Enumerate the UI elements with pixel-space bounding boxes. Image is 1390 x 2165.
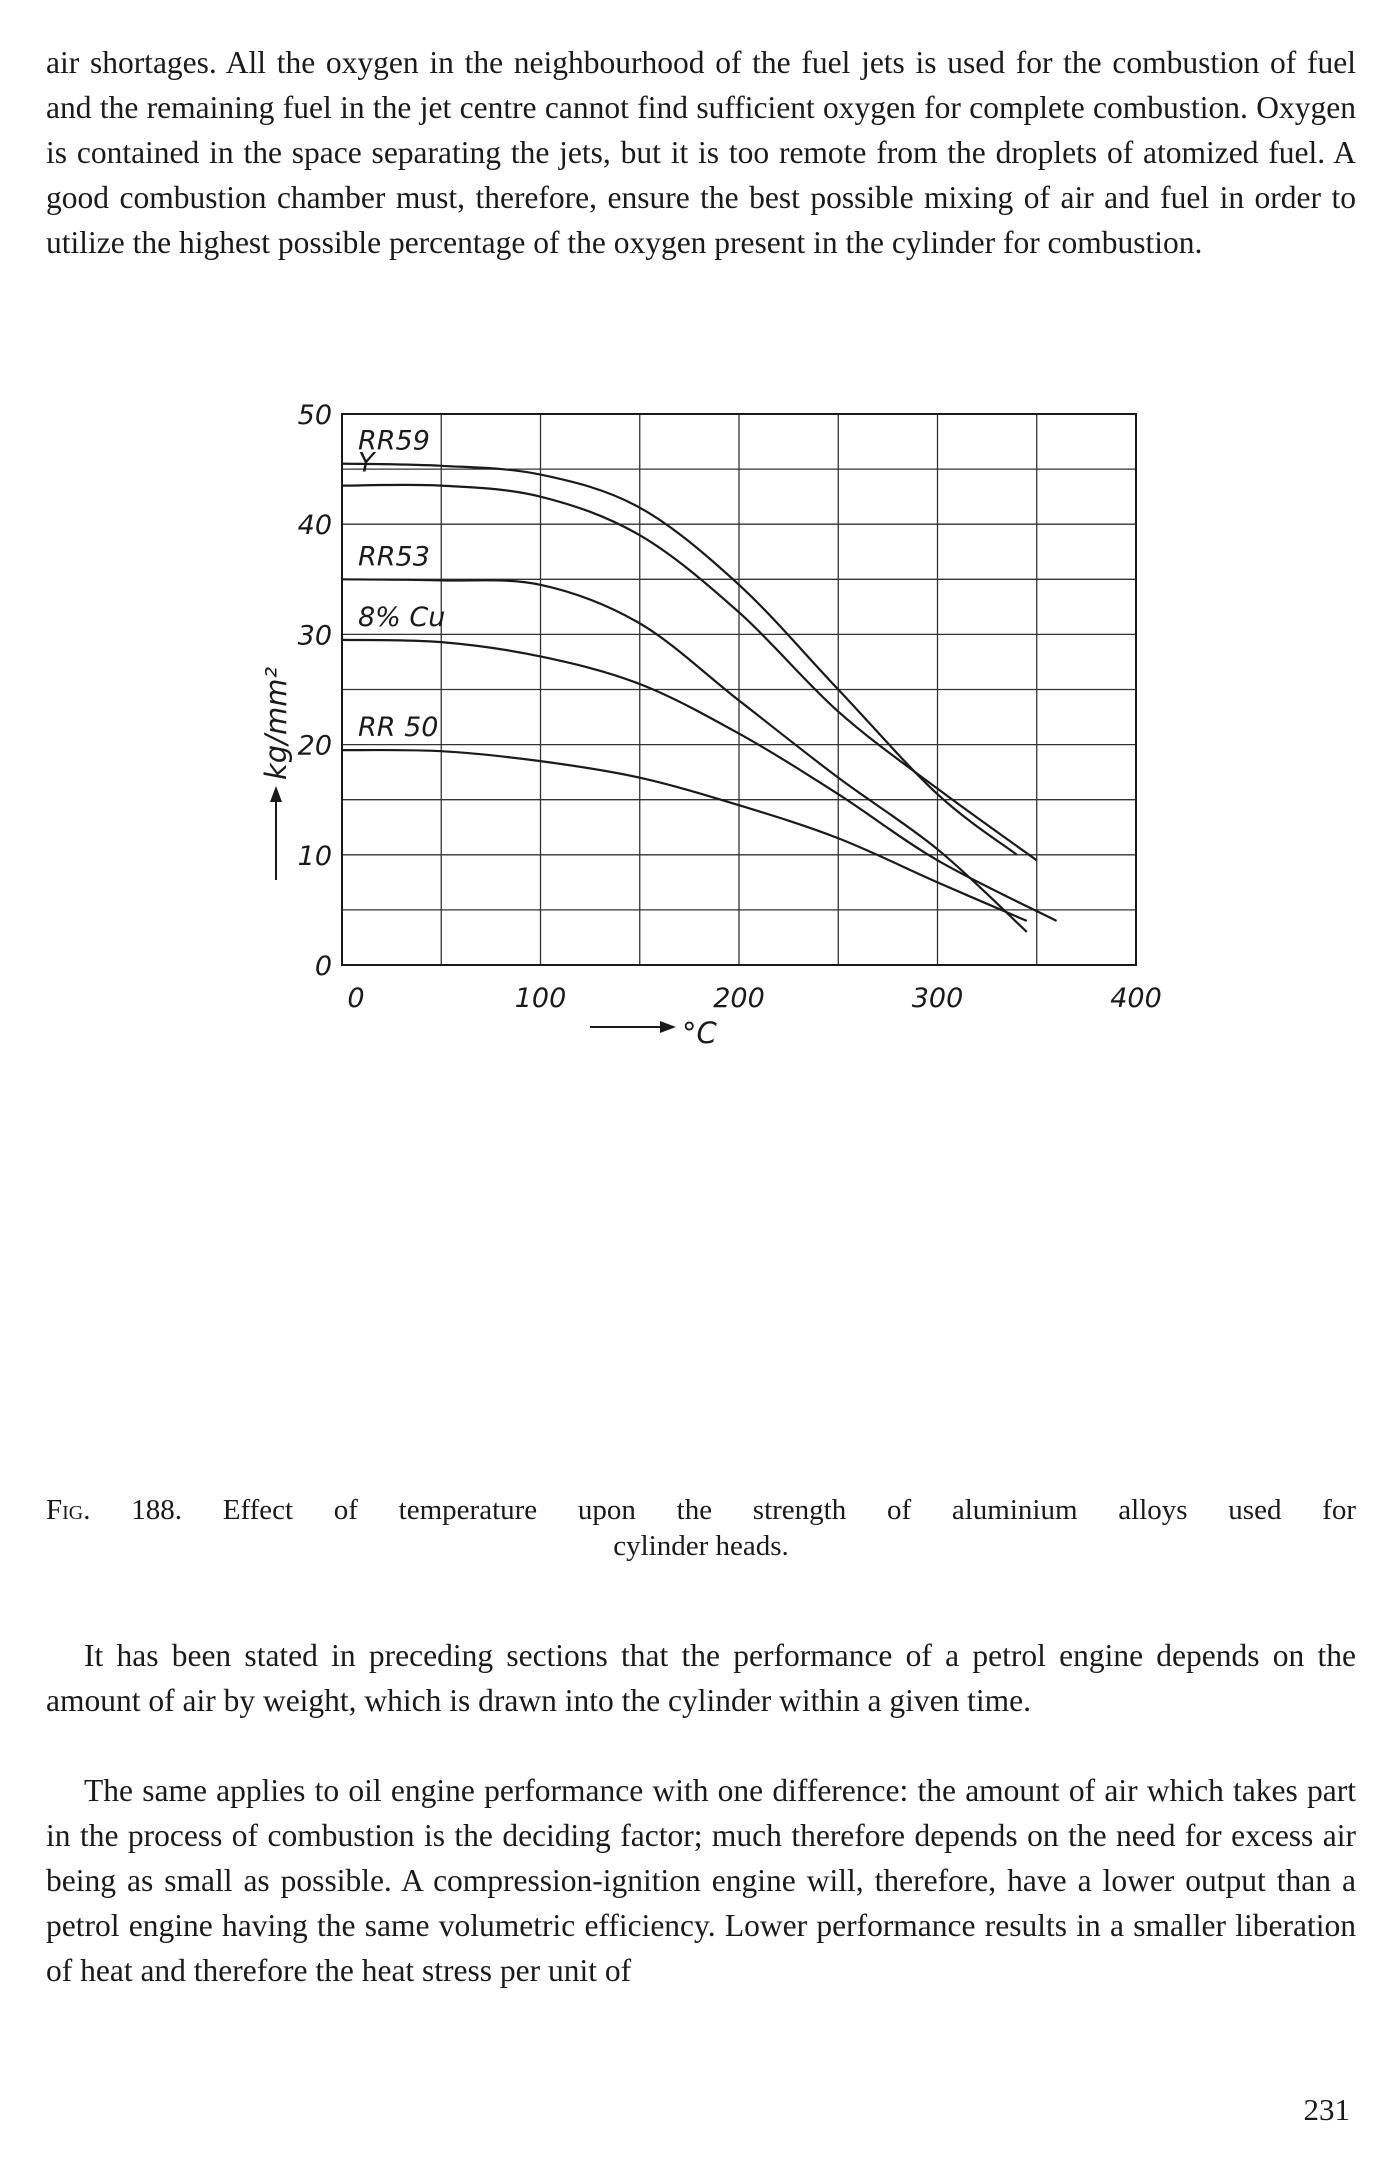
- series-label: 8% Cu: [358, 601, 446, 633]
- y-tick-label: 40: [297, 510, 332, 542]
- y-tick-label: 0: [314, 951, 332, 982]
- figure-label: Fig. 188.: [46, 1494, 182, 1526]
- chart-series: [342, 464, 1057, 932]
- series-line-8-cu: [342, 640, 1057, 921]
- x-axis-label: °C: [682, 1016, 717, 1050]
- strength-temperature-chart: [0, 390, 1390, 1090]
- intro-paragraph: air shortages. All the oxygen in the neighbourhood of the fuel jets is used for the combustion of fuel and the remaining fuel in the jet centre cannot find sufficient oxygen for complete combustion. Oxygen is contained in the space separating the jets, but it is too remote from the droplets of atomized fuel. A good combustion chamber must, therefore, ensure the best possible mixing of air and fuel in order to utilize the highest possible percentage of the oxygen present in the cylinder for combustion.: [46, 45, 1356, 260]
- y-tick-label: 30: [297, 620, 332, 652]
- x-tick-label: 300: [911, 983, 964, 1014]
- y-axis-arrowhead: [270, 786, 282, 802]
- y-tick-label: 50: [297, 400, 332, 431]
- y-tick-label: 10: [297, 840, 332, 872]
- chart-grid: [342, 414, 1136, 965]
- x-tick-label: 0: [347, 983, 365, 1014]
- paragraph-2: It has been stated in preceding sections that the performance of a petrol engine depends on the amount of air by weight, which is drawn into the cylinder within a given time.: [46, 1638, 1356, 1718]
- x-tick-label: 400: [1110, 983, 1162, 1014]
- paragraph-3: The same applies to oil engine performance with one difference: the amount of air which takes part in the process of combustion is the deciding factor; much therefore depends on the need for excess air being as small as possible. A compression-ignition engine will, therefore, have a lower output than a petrol engine having the same volumetric efficiency. Lower performance results in a smaller liberation of heat and therefore the heat stress per unit of: [46, 1773, 1356, 1988]
- series-label: Y: [358, 447, 375, 479]
- series-label: RR 50: [358, 712, 439, 744]
- x-axis-arrowhead: [660, 1021, 676, 1033]
- chart-ticks: [298, 400, 1162, 1014]
- series-line-rr-50: [342, 750, 1027, 921]
- x-tick-label: 200: [713, 983, 765, 1014]
- y-axis-label: kg/mm²: [259, 666, 293, 780]
- figure-caption-line2: cylinder heads.: [613, 1530, 789, 1562]
- y-tick-label: 20: [297, 730, 332, 762]
- series-line-rr59: [342, 464, 1017, 855]
- figure-caption-line1: Effect of temperature upon the strength of aluminium alloys used for: [222, 1494, 1357, 1526]
- series-label: RR59: [358, 425, 430, 457]
- series-label: RR53: [358, 541, 430, 573]
- y-axis-label-group: [259, 667, 293, 880]
- figure-caption: [46, 1492, 1356, 1564]
- x-tick-label: 100: [514, 983, 567, 1014]
- page-number: 231: [1303, 2092, 1350, 2127]
